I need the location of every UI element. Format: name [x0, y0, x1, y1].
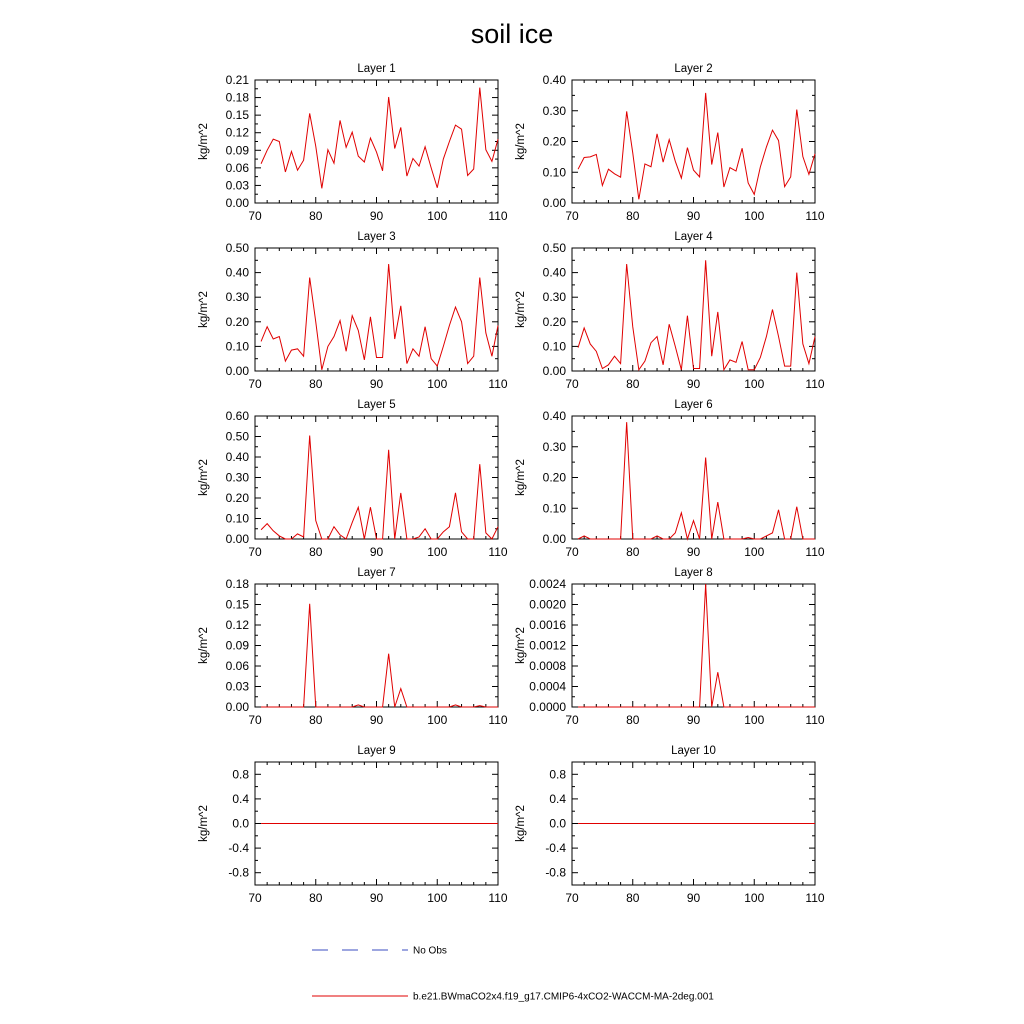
panel-layer-10 [515, 745, 825, 905]
x-tick-label: 70 [565, 713, 579, 727]
y-tick-label: 0.18 [225, 90, 249, 105]
y-tick-label: 0.00 [225, 700, 249, 714]
x-tick-label: 80 [309, 209, 323, 223]
x-tick-label: 110 [488, 545, 508, 559]
y-tick-label: 0.10 [542, 165, 566, 180]
y-tick-label: 0.8 [232, 767, 249, 782]
legend [312, 946, 714, 1003]
y-axis-label: kg/m^2 [515, 805, 527, 842]
y-tick-label: 0.10 [542, 501, 566, 516]
y-tick-label: -0.4 [228, 841, 249, 856]
panel-title: Layer 6 [674, 399, 713, 411]
panel-title: Layer 3 [357, 231, 396, 243]
y-tick-label: 0.40 [225, 265, 249, 280]
x-tick-label: 90 [686, 891, 701, 905]
x-tick-label: 90 [686, 209, 701, 223]
y-tick-label: 0.09 [225, 638, 249, 653]
y-tick-label: 0.12 [225, 618, 249, 632]
x-tick-label: 100 [744, 209, 765, 223]
y-tick-label: 0.30 [542, 290, 566, 305]
panel-layer-9 [198, 745, 508, 905]
x-tick-label: 80 [309, 545, 323, 559]
y-tick-label: 0.20 [225, 314, 249, 329]
y-tick-label: 0.30 [225, 470, 249, 485]
y-tick-label: 0.0004 [529, 679, 566, 694]
panel-layer-1 [198, 63, 508, 223]
y-tick-label: 0.50 [225, 429, 249, 444]
x-tick-label: 90 [686, 545, 701, 559]
y-axis-label: kg/m^2 [198, 123, 210, 160]
x-tick-label: 100 [427, 891, 448, 905]
x-tick-label: 110 [805, 545, 825, 559]
x-tick-label: 80 [626, 891, 640, 905]
y-tick-label: -0.8 [228, 865, 249, 880]
legend-no-obs-label: No Obs [413, 945, 447, 957]
series-line-layer-3 [261, 264, 498, 370]
x-tick-label: 100 [744, 891, 765, 905]
x-tick-label: 90 [369, 713, 384, 727]
y-tick-label: -0.8 [545, 865, 566, 880]
plot-frame [255, 584, 498, 707]
panel-layer-7 [198, 567, 508, 727]
panel-title: Layer 5 [357, 399, 396, 411]
x-tick-label: 70 [565, 377, 579, 391]
x-tick-label: 70 [248, 377, 262, 391]
x-tick-label: 110 [488, 377, 508, 391]
y-tick-label: 0.0016 [529, 618, 566, 632]
x-tick-label: 100 [427, 713, 448, 727]
y-axis-label: kg/m^2 [515, 123, 527, 160]
plot-frame [572, 584, 815, 707]
panel-layer-8 [515, 567, 825, 727]
y-tick-label: 0.0 [232, 816, 249, 831]
x-tick-label: 110 [805, 209, 825, 223]
y-tick-label: 0.15 [225, 597, 249, 612]
y-tick-label: 0.10 [225, 339, 249, 354]
y-tick-label: 0.00 [225, 364, 249, 378]
panel-title: Layer 10 [671, 745, 716, 757]
x-tick-label: 110 [805, 377, 825, 391]
y-tick-label: 0.0008 [529, 659, 566, 673]
y-tick-label: 0.00 [542, 532, 566, 546]
y-axis-label: kg/m^2 [198, 291, 210, 328]
y-axis-label: kg/m^2 [515, 459, 527, 496]
y-tick-label: 0.20 [225, 491, 249, 505]
y-tick-label: 0.4 [232, 791, 249, 806]
y-tick-label: 0.30 [542, 439, 566, 454]
series-line-layer-1 [261, 88, 498, 189]
y-tick-label: 0.06 [225, 659, 249, 673]
y-axis-label: kg/m^2 [515, 291, 527, 328]
y-tick-label: 0.21 [225, 73, 249, 87]
panel-layer-5 [198, 399, 508, 559]
series-line-layer-4 [578, 260, 815, 369]
y-tick-label: 0.50 [542, 241, 566, 255]
y-tick-label: 0.10 [225, 511, 249, 526]
x-tick-label: 80 [626, 545, 640, 559]
y-tick-label: 0.15 [225, 108, 249, 123]
x-tick-label: 70 [248, 891, 262, 905]
x-tick-label: 70 [565, 891, 579, 905]
x-tick-label: 80 [626, 377, 640, 391]
x-tick-label: 110 [488, 209, 508, 223]
y-tick-label: 0.4 [549, 791, 566, 806]
x-tick-label: 100 [427, 545, 448, 559]
x-tick-label: 100 [744, 377, 765, 391]
x-tick-label: 80 [309, 891, 323, 905]
y-axis-label: kg/m^2 [198, 459, 210, 496]
x-tick-label: 70 [565, 209, 579, 223]
y-tick-label: 0.40 [542, 409, 566, 423]
x-tick-label: 110 [488, 713, 508, 727]
y-tick-label: 0.0 [549, 816, 566, 831]
x-tick-label: 100 [744, 713, 765, 727]
y-tick-label: 0.0000 [529, 700, 566, 714]
x-tick-label: 100 [744, 545, 765, 559]
y-tick-label: 0.00 [225, 196, 249, 210]
plot-frame [255, 80, 498, 203]
plot-frame [255, 248, 498, 371]
x-tick-label: 90 [369, 377, 384, 391]
x-tick-label: 70 [248, 209, 262, 223]
x-tick-label: 100 [427, 377, 448, 391]
x-tick-label: 90 [369, 209, 384, 223]
y-tick-label: 0.03 [225, 178, 249, 193]
x-tick-label: 110 [805, 891, 825, 905]
x-tick-label: 90 [369, 545, 384, 559]
y-tick-label: 0.8 [549, 767, 566, 782]
panel-title: Layer 9 [357, 745, 396, 757]
y-tick-label: 0.20 [542, 134, 566, 149]
panel-grid [198, 63, 825, 905]
plot-frame [255, 416, 498, 539]
panel-layer-6 [515, 399, 825, 559]
x-tick-label: 80 [626, 713, 640, 727]
y-axis-label: kg/m^2 [198, 627, 210, 664]
y-tick-label: 0.50 [225, 241, 249, 255]
x-tick-label: 90 [369, 891, 384, 905]
x-tick-label: 70 [248, 545, 262, 559]
y-tick-label: 0.40 [542, 73, 566, 87]
y-tick-label: 0.18 [225, 577, 249, 591]
panel-layer-4 [515, 231, 825, 391]
series-line-layer-5 [261, 435, 498, 539]
y-tick-label: 0.20 [542, 470, 566, 485]
panel-layer-2 [515, 63, 825, 223]
y-tick-label: 0.20 [542, 314, 566, 329]
y-tick-label: 0.00 [542, 196, 566, 210]
x-tick-label: 90 [686, 377, 701, 391]
x-tick-label: 80 [626, 209, 640, 223]
plot-frame [572, 248, 815, 371]
panel-title: Layer 4 [674, 231, 713, 243]
x-tick-label: 100 [427, 209, 448, 223]
legend-model-label: b.e21.BWmaCO2x4.f19_g17.CMIP6-4xCO2-WACCM-MA-2deg.001 [413, 991, 714, 1003]
x-tick-label: 70 [248, 713, 262, 727]
panel-title: Layer 7 [357, 567, 396, 579]
figure-title: soil ice [470, 19, 554, 49]
y-tick-label: 0.03 [225, 679, 249, 694]
y-axis-label: kg/m^2 [198, 805, 210, 842]
x-tick-label: 80 [309, 713, 323, 727]
y-tick-label: 0.06 [225, 160, 249, 175]
y-tick-label: 0.10 [542, 339, 566, 354]
y-tick-label: 0.0020 [529, 597, 566, 612]
series-line-layer-6 [578, 422, 815, 539]
panel-title: Layer 8 [674, 567, 713, 579]
panel-layer-3 [198, 231, 508, 391]
x-tick-label: 80 [309, 377, 323, 391]
y-tick-label: 0.00 [225, 532, 249, 546]
y-tick-label: -0.4 [545, 841, 566, 856]
series-line-layer-2 [578, 93, 815, 199]
y-tick-label: 0.00 [542, 364, 566, 378]
x-tick-label: 110 [488, 891, 508, 905]
series-line-layer-8 [578, 584, 815, 707]
series-line-layer-7 [261, 604, 498, 707]
y-tick-label: 0.09 [225, 143, 249, 158]
panel-title: Layer 2 [674, 63, 713, 75]
y-axis-label: kg/m^2 [515, 627, 527, 664]
y-tick-label: 0.30 [225, 290, 249, 305]
y-tick-label: 0.40 [542, 265, 566, 280]
y-tick-label: 0.40 [225, 450, 249, 464]
y-tick-label: 0.0024 [529, 577, 566, 591]
x-tick-label: 110 [805, 713, 825, 727]
x-tick-label: 70 [565, 545, 579, 559]
y-tick-label: 0.0012 [529, 638, 566, 653]
panel-title: Layer 1 [357, 63, 396, 75]
y-tick-label: 0.60 [225, 409, 249, 423]
x-tick-label: 90 [686, 713, 701, 727]
y-tick-label: 0.12 [225, 125, 249, 140]
y-tick-label: 0.30 [542, 103, 566, 118]
